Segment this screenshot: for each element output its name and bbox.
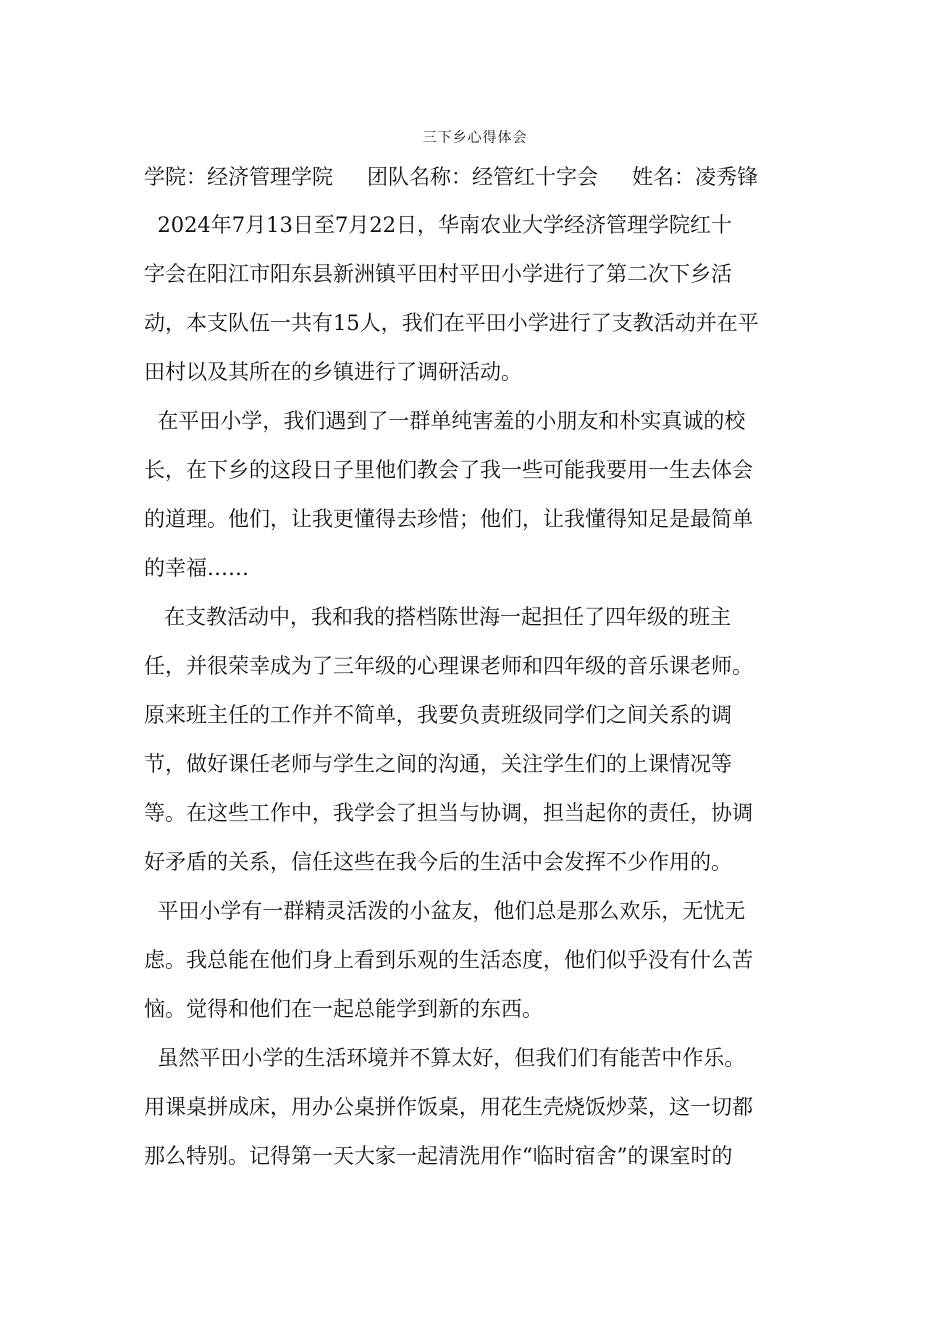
text-line: 用课桌拼成床，用办公桌拼作饭桌，用花生壳烧饭炒菜，这一切都 [144,1095,753,1119]
text-line: 平田小学有一群精灵活泼的小盆友，他们总是那么欢乐，无忧无 [144,899,746,923]
text-line: 等。在这些工作中，我学会了担当与协调，担当起你的责任，协调 [144,801,753,825]
text-line: 动，本支队伍一共有15人，我们在平田小学进行了支教活动并在平 [144,311,759,335]
document-title: 三下乡心得体会 [422,130,528,146]
text-line: 那么特别。记得第一天大家一起清洗用作“临时宿舍”的课室时的 [144,1144,733,1168]
paragraph [144,1041,804,1188]
text-line: 恼。觉得和他们在一起总能学到新的东西。 [144,997,543,1021]
text-line: 2024年7月13日至7月22日，华南农业大学经济管理学院红十 [144,213,732,237]
text-line: 任，并很荣幸成为了三年级的心理课老师和四年级的音乐课老师。 [144,654,753,678]
text-line: 原来班主任的工作并不简单，我要负责班级同学们之间关系的调 [144,703,732,727]
paragraph [144,894,804,1041]
paragraph [144,404,804,600]
paragraph [144,208,804,404]
text-line: 节，做好课任老师与学生之间的沟通，关注学生们的上课情况等 [144,752,732,776]
text-line: 在平田小学，我们遇到了一群单纯害羞的小朋友和朴实真诚的校 [144,409,746,433]
team-label: 团队名称：经管红十字会 [367,165,598,189]
document-body [144,208,804,1188]
text-line: 字会在阳江市阳东县新洲镇平田村平田小学进行了第二次下乡活 [144,262,732,286]
text-line: 长，在下乡的这段日子里他们教会了我一些可能我要用一生去体会 [144,458,753,482]
text-line: 虑。我总能在他们身上看到乐观的生活态度，他们似乎没有什么苦 [144,948,753,972]
author-name-label: 姓名：凌秀锋 [632,165,758,189]
text-line: 好矛盾的关系，信任这些在我今后的生活中会发挥不少作用的。 [144,850,732,874]
text-line: 田村以及其所在的乡镇进行了调研活动。 [144,360,522,384]
paragraph [144,600,804,894]
text-line: 的幸福…… [144,556,249,580]
text-line: 在支教活动中，我和我的搭档陈世海一起担任了四年级的班主 [144,605,732,629]
text-line: 的道理。他们，让我更懂得去珍惜；他们，让我懂得知足是最简单 [144,507,753,531]
author-info-line [144,162,804,192]
college-label: 学院：经济管理学院 [144,165,333,189]
text-line: 虽然平田小学的生活环境并不算太好，但我们们有能苦中作乐。 [144,1046,746,1070]
